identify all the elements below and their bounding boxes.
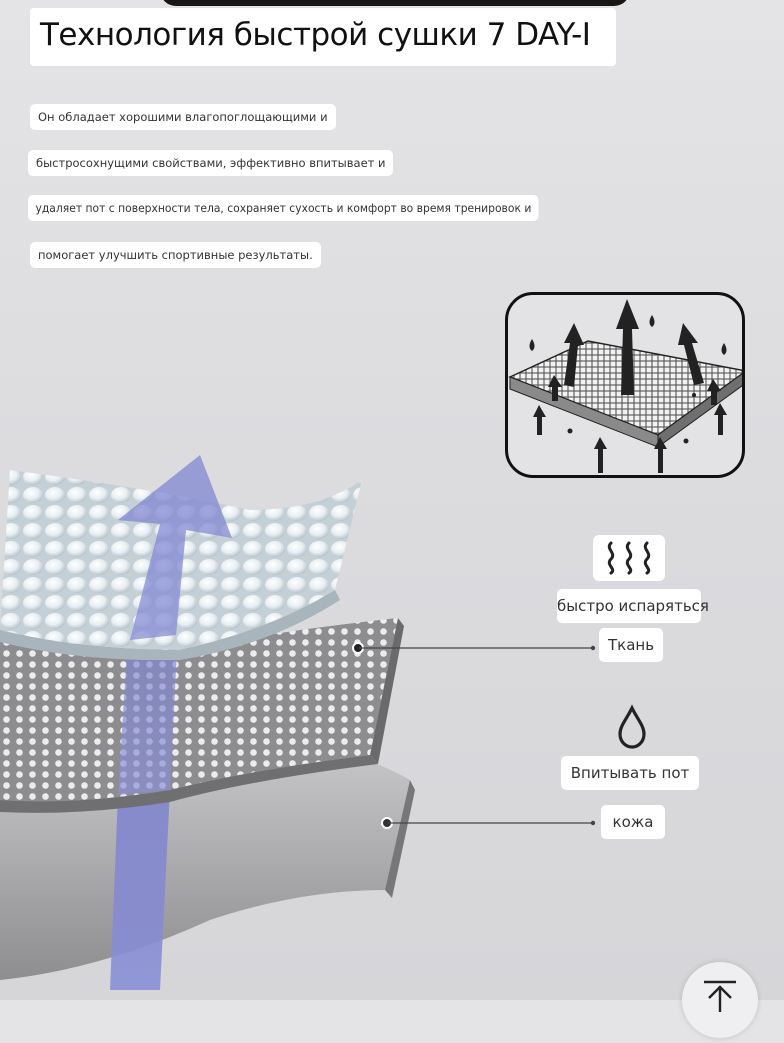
label-evaporate: быстро испаряться [557, 589, 701, 623]
label-fabric: Ткань [599, 628, 663, 662]
top-bar [160, 0, 630, 6]
page-title: Технология быстрой сушки 7 DAY-I [40, 17, 591, 53]
description-line-3: удаляет пот с поверхности тела, сохраняет сухость и комфорт во время тренировок и [28, 195, 539, 221]
heat-waves-icon [593, 535, 665, 581]
description-line-4: помогает улучшить спортивные результаты. [30, 242, 321, 268]
label-absorb: Впитывать пот [561, 756, 699, 790]
title-box [30, 8, 616, 66]
back-to-top-button[interactable] [682, 962, 758, 1038]
description-line-2: быстросохнущими свойствами, эффективно впитывает и [28, 150, 393, 176]
description-line-1: Он обладает хорошими влагопоглощающими и [30, 104, 336, 130]
pointer-lines [355, 640, 600, 830]
label-skin: кожа [601, 805, 665, 839]
fabric-breathability-icon [505, 292, 745, 478]
back-to-top-icon [682, 962, 758, 1038]
water-drop-icon [612, 704, 652, 750]
